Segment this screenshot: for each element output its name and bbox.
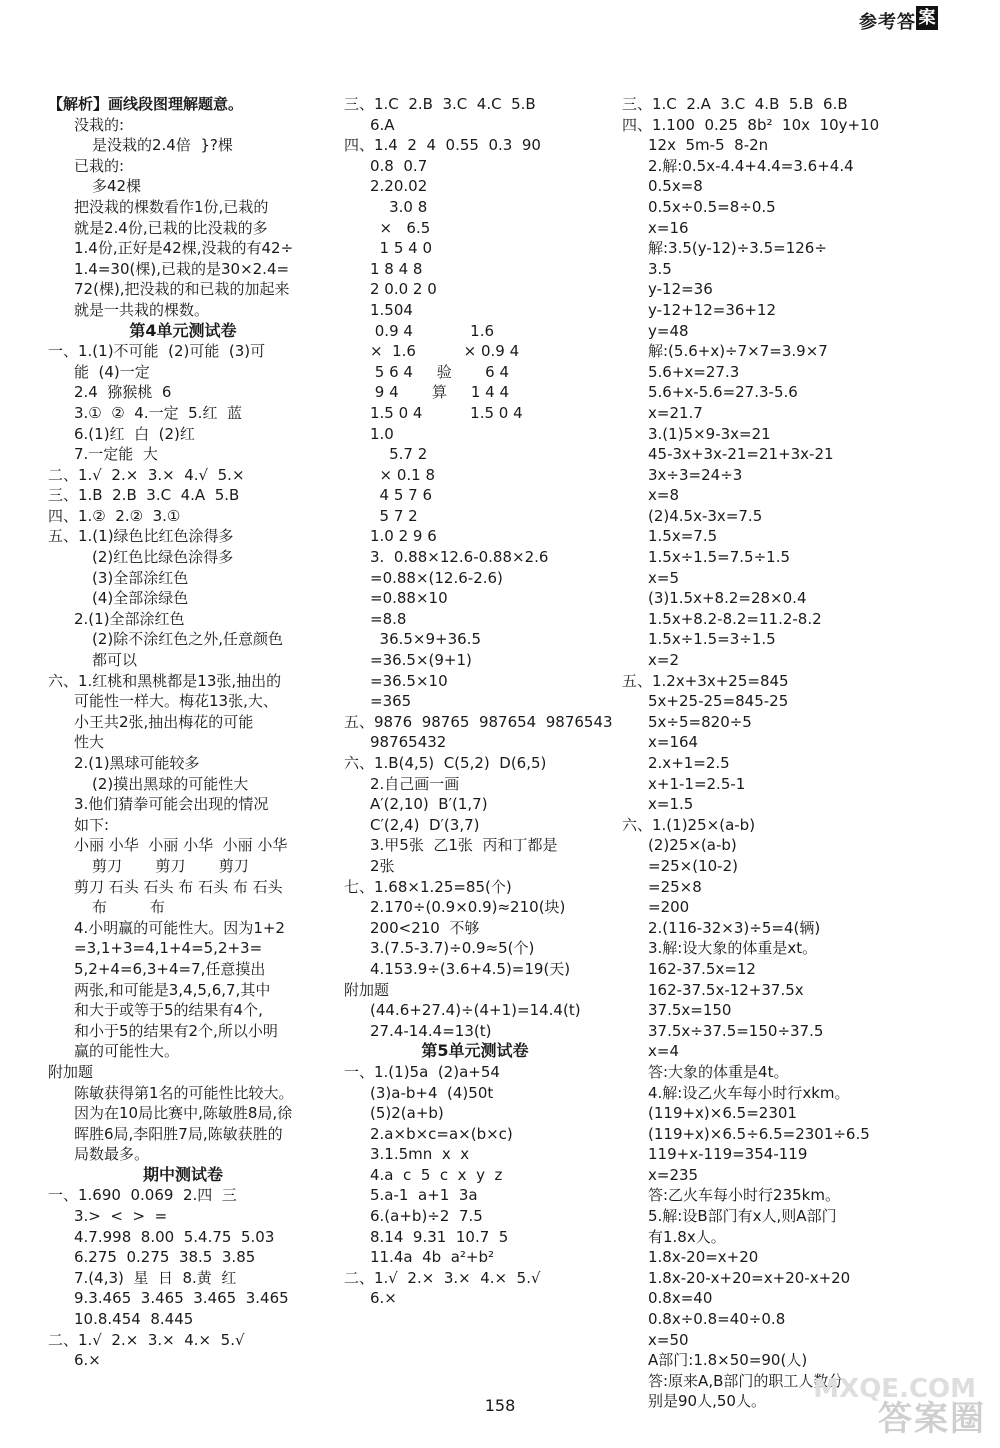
answer-line: 4.解:设乙火车每小时行xkm。 <box>648 1083 850 1102</box>
answer-line: 2.(116-32×3)÷5=4(辆) <box>648 918 821 937</box>
answer-line: =0.88×10 <box>370 589 448 608</box>
answer-line: y=48 <box>648 321 689 340</box>
answer-line: 0.5x=8 <box>648 177 703 196</box>
answer-line: 六、1.B(4,5) C(5,2) D(6,5) <box>344 754 547 772</box>
answer-line: 37.5x=150 <box>648 1001 732 1020</box>
answer-line: 解:(5.6+x)÷7×7=3.9×7 <box>648 342 828 361</box>
answer-line: (3)a-b+4 (4)50t <box>370 1083 494 1102</box>
answer-line: (3)全部涂红色 <box>92 568 189 587</box>
answer-line: 72(棵),把没栽的和已栽的加起来 <box>74 280 290 299</box>
answer-line: x=164 <box>648 733 699 752</box>
answer-line: x=8 <box>648 486 679 505</box>
answer-line: 多42棵 <box>92 177 142 196</box>
answer-line: 119+x-119=354-119 <box>648 1145 808 1164</box>
answer-line: × 6.5 <box>370 218 431 237</box>
answer-line: 0.8x÷0.8=40÷0.8 <box>648 1310 786 1329</box>
answer-line: x=2 <box>648 651 679 670</box>
answer-line: 五、1.2x+3x+25=845 <box>622 671 789 690</box>
answer-line: 4.153.9÷(3.6+4.5)=19(天) <box>370 959 571 978</box>
answer-line: 5 7 2 <box>370 506 418 525</box>
watermark-logo: 答案圈 <box>878 1399 986 1439</box>
section-title: 第4单元测试卷 <box>129 320 237 340</box>
answer-line: (2)4.5x-3x=7.5 <box>648 506 763 525</box>
answer-line: =0.88×(12.6-2.6) <box>370 568 503 587</box>
answer-line: 三、1.B 2.B 3.C 4.A 5.B <box>48 486 240 505</box>
answer-line: 三、1.C 2.B 3.C 4.C 5.B <box>344 95 536 113</box>
answer-line: 七、1.68×1.25=85(个) <box>344 877 512 896</box>
answer-line: 是没栽的2.4倍 }?棵 <box>92 136 233 155</box>
answer-line: 没栽的: <box>74 115 125 134</box>
answer-line: (2)红色比绿色涂得多 <box>92 548 234 567</box>
answer-line: 0.8x=40 <box>648 1289 713 1308</box>
answer-line: 小王共2张,抽出梅花的可能 <box>74 712 254 731</box>
answer-line: 布 布 <box>92 898 165 917</box>
section-title: 第5单元测试卷 <box>421 1041 529 1061</box>
column-right <box>622 94 922 1412</box>
answer-line: (3)1.5x+8.2=28×0.4 <box>648 589 807 608</box>
answer-line: 1 8 4 8 <box>370 259 423 278</box>
answer-line: 2.a×b×c=a×(b×c) <box>370 1124 513 1143</box>
answer-line: 8.14 9.31 10.7 5 <box>370 1227 509 1246</box>
answer-line: 如下: <box>74 815 110 834</box>
answer-line: 和小于5的结果有2个,所以小明 <box>74 1021 278 1040</box>
answer-line: 3.1.5mn x x <box>370 1145 470 1164</box>
answer-line: 6.(a+b)÷2 7.5 <box>370 1207 483 1226</box>
answer-line: 三、1.C 2.A 3.C 4.B 5.B 6.B <box>622 95 848 113</box>
answer-line: 五、1.(1)绿色比红色涂得多 <box>48 527 234 546</box>
answer-line: 3.① ② 4.一定 5.红 蓝 <box>74 403 242 422</box>
answer-line: =3,1+3=4,1+4=5,2+3= <box>74 939 263 958</box>
answer-line: 5x+25-25=845-25 <box>648 692 789 711</box>
answer-line: 200<210 不够 <box>370 918 480 937</box>
answer-line: 性大 <box>74 733 105 752</box>
answer-line: 12x 5m-5 8-2n <box>648 136 769 155</box>
answer-line: 2 0.0 2 0 <box>370 280 437 299</box>
answer-line: 37.5x÷37.5=150÷37.5 <box>648 1021 824 1040</box>
answer-line: 一、1.(1)不可能 (2)可能 (3)可 <box>48 342 266 361</box>
answer-line: x+1-1=2.5-1 <box>648 774 746 793</box>
answer-line: 0.9 4 1.6 <box>370 321 495 340</box>
answer-line: 9.3.465 3.465 3.465 3.465 <box>74 1289 289 1308</box>
answer-line: 2.(1)黑球可能较多 <box>74 754 200 772</box>
answer-line: (2)25×(a-b) <box>648 836 737 855</box>
answer-line: (2)摸出黑球的可能性大 <box>92 774 249 793</box>
answer-line: 剪刀 石头 石头 布 石头 布 石头 <box>74 877 283 896</box>
answer-line: 2.170÷(0.9×0.9)≈210(块) <box>370 898 566 917</box>
answer-line: (44.6+27.4)÷(4+1)=14.4(t) <box>370 1001 581 1020</box>
answer-line: 二、1.√ 2.× 3.× 4.√ 5.× <box>48 465 245 484</box>
answer-line: 六、1.(1)25×(a-b) <box>622 815 756 834</box>
answer-line: 2.20.02 <box>370 177 428 196</box>
column-left <box>48 94 318 1371</box>
answer-line: 小丽 小华 小丽 小华 小丽 小华 <box>74 836 288 855</box>
answer-line: 6.275 0.275 38.5 3.85 <box>74 1248 256 1267</box>
answer-line: 5,2+4=6,3+4=7,任意摸出 <box>74 959 266 978</box>
answer-line: 一、1.(1)5a (2)a+54 <box>344 1062 500 1081</box>
answer-line: 3.甲5张 乙1张 丙和丁都是 <box>370 836 558 855</box>
answer-line: 3.0 8 <box>370 197 428 216</box>
answer-line: 5.a-1 a+1 3a <box>370 1186 478 1205</box>
answer-line: y-12+12=36+12 <box>648 300 777 319</box>
answer-line: 3.> < > = <box>74 1207 168 1226</box>
answer-line: 1.4份,正好是42棵,没栽的有42÷ <box>74 239 294 258</box>
answer-line: 四、1.100 0.25 8b² 10x 10y+10 <box>622 115 880 134</box>
answer-line: x=4 <box>648 1042 679 1061</box>
answer-line: 7.一定能 大 <box>74 445 158 464</box>
answer-line: 解:3.5(y-12)÷3.5=126÷ <box>648 239 827 258</box>
answer-line: 9 4 算 1 4 4 <box>370 383 510 402</box>
answer-line: 可能性一样大。梅花13张,大、 <box>74 692 278 711</box>
answer-line: 5.解:设B部门有x人,则A部门 <box>648 1207 837 1226</box>
watermark-url: MXQE.COM <box>813 1374 976 1404</box>
answer-line: 5.6+x-5.6=27.3-5.6 <box>648 383 798 402</box>
answer-line: 因为在10局比赛中,陈敏胜8局,徐 <box>74 1104 293 1123</box>
answer-line: =200 <box>648 898 690 917</box>
answer-line: 3.解:设大象的体重是xt。 <box>648 939 818 958</box>
answer-line: =36.5×10 <box>370 671 448 690</box>
answer-line: 162-37.5x=12 <box>648 959 756 978</box>
page-number: 158 <box>484 1396 516 1415</box>
answer-line: =25×8 <box>648 877 702 896</box>
answer-line: 1.5x÷1.5=7.5÷1.5 <box>648 548 791 567</box>
answer-line: x=21.7 <box>648 403 703 422</box>
answer-line: 2.x+1=2.5 <box>648 754 730 772</box>
answer-line: 5 6 4 验 6 4 <box>370 362 510 381</box>
answer-line: A′(2,10) B′(1,7) <box>370 795 488 814</box>
answer-line: 5.6+x=27.3 <box>648 362 740 381</box>
answer-line: 都可以 <box>92 651 138 670</box>
answer-line: 2.(1)全部涂红色 <box>74 609 185 628</box>
answer-line: 晖胜6局,李阳胜7局,陈敏获胜的 <box>74 1124 283 1143</box>
answer-line: x=16 <box>648 218 689 237</box>
answer-line: 四、1.② 2.② 3.① <box>48 506 181 525</box>
answer-line: =25×(10-2) <box>648 856 738 875</box>
answer-line: 两张,和可能是3,4,5,6,7,其中 <box>74 980 271 999</box>
answer-line: 6.(1)红 白 (2)红 <box>74 424 195 443</box>
answer-line: x=50 <box>648 1330 689 1349</box>
answer-line: 2.自己画一画 <box>370 774 460 793</box>
answer-line: 6.× <box>370 1289 397 1308</box>
answer-line: 3.5 <box>648 259 672 278</box>
answer-line: 1 5 4 0 <box>370 239 433 258</box>
header-title: 参考答 <box>859 12 916 33</box>
answer-line: y-12=36 <box>648 280 713 299</box>
answer-line: 3. 0.88×12.6-0.88×2.6 <box>370 548 549 567</box>
answer-line: 6.A <box>370 115 395 134</box>
answer-line: 就是2.4份,已栽的比没栽的多 <box>74 218 268 237</box>
answer-line: × 0.1 8 <box>370 465 436 484</box>
answer-line: (119+x)×6.5=2301 <box>648 1104 797 1123</box>
answer-line: 7.(4,3) 星 日 8.黄 红 <box>74 1268 237 1287</box>
answer-line: 就是一共栽的棵数。 <box>74 300 210 319</box>
answer-line: 五、9876 98765 987654 9876543 <box>344 712 613 731</box>
answer-line: 36.5×9+36.5 <box>370 630 482 649</box>
answer-line: 4.a c 5 c x y z <box>370 1165 503 1184</box>
answer-line: 别是90人,50人。 <box>648 1392 766 1411</box>
answer-line: 27.4-14.4=13(t) <box>370 1021 492 1040</box>
answer-line: x=235 <box>648 1165 699 1184</box>
answer-line: (2)除不涂红色之外,任意颜色 <box>92 630 284 649</box>
answer-line: 已栽的: <box>74 156 125 175</box>
answer-line: (5)2(a+b) <box>370 1104 444 1123</box>
answer-line: =36.5×(9+1) <box>370 651 472 670</box>
header-boxed-char: 案 <box>916 6 938 30</box>
answer-line: 10.8.454 8.445 <box>74 1310 194 1329</box>
answer-line: 6.× <box>74 1351 101 1370</box>
answer-line: 98765432 <box>370 733 447 752</box>
answer-line: 1.5 0 4 1.5 0 4 <box>370 403 523 422</box>
answer-line: 一、1.690 0.069 2.四 三 <box>48 1186 237 1205</box>
answer-line: 2.4 猕猴桃 6 <box>74 383 172 402</box>
answer-line: 答:原来A,B部门的职工人数分 <box>648 1371 844 1390</box>
answer-line: 剪刀 剪刀 剪刀 <box>92 856 249 875</box>
answer-line: 11.4a 4b a²+b² <box>370 1248 495 1267</box>
answer-line: 把没栽的棵数看作1份,已栽的 <box>74 197 269 216</box>
answer-line: 局数最多。 <box>74 1145 150 1164</box>
answer-line: 0.8 0.7 <box>370 156 428 175</box>
answer-line: 5.7 2 <box>370 445 428 464</box>
answer-line: 3.(1)5×9-3x=21 <box>648 424 771 443</box>
answer-line: 1.8x-20=x+20 <box>648 1248 759 1267</box>
answer-line: 4.7.998 8.00 5.4.75 5.03 <box>74 1227 275 1246</box>
answer-line: × 1.6 × 0.9 4 <box>370 342 520 361</box>
answer-line: 5x÷5=820÷5 <box>648 712 752 731</box>
answer-line: 2.解:0.5x-4.4+4.4=3.6+4.4 <box>648 156 854 175</box>
answer-line: 答:乙火车每小时行235km。 <box>648 1186 840 1205</box>
answer-line: 1.5x=7.5 <box>648 527 718 546</box>
answer-line: A部门:1.8×50=90(人) <box>648 1351 808 1370</box>
answer-line: 3.他们猜拳可能会出现的情况 <box>74 795 269 814</box>
answer-line: 1.0 2 9 6 <box>370 527 437 546</box>
answer-line: 45-3x+3x-21=21+3x-21 <box>648 445 834 464</box>
answer-line: (4)全部涂绿色 <box>92 589 189 608</box>
answer-line: =365 <box>370 692 412 711</box>
answer-line: 1.5x+8.2-8.2=11.2-8.2 <box>648 609 822 628</box>
answer-line: 2张 <box>370 856 395 875</box>
answer-line: 3.(7.5-3.7)÷0.9≈5(个) <box>370 939 535 958</box>
answer-line: 1.4=30(棵),已栽的是30×2.4= <box>74 259 290 278</box>
answer-line: 能 (4)一定 <box>74 362 150 381</box>
answer-line: 二、1.√ 2.× 3.× 4.× 5.√ <box>344 1268 541 1287</box>
answer-line: (119+x)×6.5÷6.5=2301÷6.5 <box>648 1124 870 1143</box>
answer-line: 和大于或等于5的结果有4个, <box>74 1001 263 1020</box>
answer-line: 陈敏获得第1名的可能性比较大。 <box>74 1083 294 1102</box>
answer-line: 0.5x÷0.5=8÷0.5 <box>648 197 776 216</box>
answer-line: 3x÷3=24÷3 <box>648 465 743 484</box>
answer-line: 赢的可能性大。 <box>74 1042 180 1061</box>
answer-line: 4.小明赢的可能性大。因为1+2 <box>74 918 285 937</box>
answer-line: 162-37.5x-12+37.5x <box>648 980 804 999</box>
answer-line: x=5 <box>648 568 679 587</box>
column-middle <box>344 94 613 1309</box>
answer-line: 四、1.4 2 4 0.55 0.3 90 <box>344 136 541 155</box>
section-title: 期中测试卷 <box>142 1164 223 1184</box>
answer-line: 1.8x-20-x+20=x+20-x+20 <box>648 1268 851 1287</box>
answer-line: 附加题 <box>48 1062 94 1081</box>
answer-line: 1.504 <box>370 300 413 319</box>
answer-line: 附加题 <box>344 980 390 999</box>
answer-line: 1.0 <box>370 424 394 443</box>
answer-line: 六、1.红桃和黑桃都是13张,抽出的 <box>48 671 282 690</box>
answer-line: 有1.8x人。 <box>648 1227 726 1246</box>
answer-line: 1.5x÷1.5=3÷1.5 <box>648 630 776 649</box>
answer-line: 4 5 7 6 <box>370 486 433 505</box>
answer-line: x=1.5 <box>648 795 694 814</box>
answer-line: 【解析】画线段图理解题意。 <box>48 95 244 113</box>
answer-line: 二、1.√ 2.× 3.× 4.× 5.√ <box>48 1330 245 1349</box>
answer-line: =8.8 <box>370 609 407 628</box>
answer-line: 答:大象的体重是4t。 <box>648 1062 789 1081</box>
answer-line: C′(2,4) D′(3,7) <box>370 815 480 834</box>
